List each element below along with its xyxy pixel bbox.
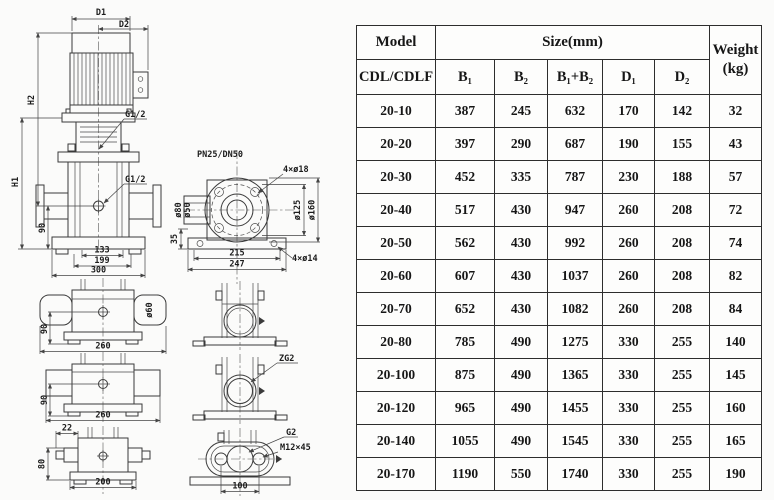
cell-b1b2: 687 (548, 128, 603, 161)
table-row (357, 458, 762, 491)
cell-b2: 245 (495, 95, 548, 128)
table-row (357, 194, 762, 227)
cell-weight: 84 (710, 293, 762, 326)
cell-b2: 430 (495, 194, 548, 227)
cell-d1: 330 (603, 425, 655, 458)
label-dia125: ø125 (293, 199, 303, 221)
cell-b1b2: 1545 (548, 425, 603, 458)
cell-d2: 255 (655, 359, 710, 392)
cell-b1b2: 1455 (548, 392, 603, 425)
cell-b1b2: 787 (548, 161, 603, 194)
cell-d1: 260 (603, 227, 655, 260)
cell-d2: 188 (655, 161, 710, 194)
cell-d1: 190 (603, 128, 655, 161)
dim-label-260-sv2: 260 (95, 410, 111, 421)
cell-b1b2: 947 (548, 194, 603, 227)
cell-d1: 330 (603, 359, 655, 392)
dim-label-d1: D1 (95, 8, 107, 18)
cell-weight: 160 (710, 392, 762, 425)
header-model-series: CDL/CDLF (357, 60, 436, 95)
table-row (357, 227, 762, 260)
cell-d2: 208 (655, 194, 710, 227)
cell-b1: 397 (436, 128, 495, 161)
cell-model: 20-60 (357, 260, 436, 293)
cell-d2: 255 (655, 326, 710, 359)
cell-weight: 145 (710, 359, 762, 392)
cell-b1b2: 992 (548, 227, 603, 260)
cell-b2: 430 (495, 227, 548, 260)
header-size: Size(mm) (436, 26, 710, 60)
dim-label-260-sv1: 260 (95, 341, 111, 352)
cell-d2: 142 (655, 95, 710, 128)
cell-weight: 190 (710, 458, 762, 491)
cell-b2: 490 (495, 425, 548, 458)
cell-weight: 82 (710, 260, 762, 293)
table-row (357, 326, 762, 359)
cell-b1: 387 (436, 95, 495, 128)
dim-label-200: 200 (95, 477, 111, 488)
flange-title: PN25/DN50 (196, 150, 244, 160)
label-4xd14: 4×ø14 (292, 254, 318, 264)
dim-label-90-front: 90 (38, 222, 48, 234)
dim-label-80: 80 (37, 458, 48, 470)
label-dia60: ø60 (145, 302, 155, 318)
cell-weight: 74 (710, 227, 762, 260)
cell-b1: 1190 (436, 458, 495, 491)
cell-b1b2: 1037 (548, 260, 603, 293)
header-col-d1: D₁ (603, 60, 655, 95)
cell-d1: 230 (603, 161, 655, 194)
dim-label-h1: H1 (11, 176, 21, 188)
cell-b1: 607 (436, 260, 495, 293)
cell-b2: 490 (495, 326, 548, 359)
cell-d1: 260 (603, 194, 655, 227)
cell-b1: 1055 (436, 425, 495, 458)
dim-label-90-sv1: 90 (40, 323, 50, 335)
cell-d2: 255 (655, 425, 710, 458)
label-m12x45: M12×45 (280, 443, 311, 453)
cell-weight: 140 (710, 326, 762, 359)
table-row (357, 161, 762, 194)
header-model: Model (357, 26, 436, 60)
header-weight (710, 26, 762, 95)
port-view-b (193, 354, 298, 424)
cell-model: 20-70 (357, 293, 436, 326)
label-4xd18: 4×ø18 (283, 165, 309, 175)
cell-d2: 155 (655, 128, 710, 161)
cell-weight: 43 (710, 128, 762, 161)
port-label-g12-top: G1/2 (125, 110, 146, 120)
dim-label-300: 300 (90, 265, 107, 276)
table-row (357, 128, 762, 161)
table-row (357, 425, 762, 458)
port-view-c (190, 428, 311, 496)
table-row (357, 392, 762, 425)
table-row (357, 359, 762, 392)
label-dia80: ø80 (174, 202, 184, 218)
port-view-a (193, 281, 287, 350)
dim-label-22: 22 (61, 423, 73, 434)
header-col-b1b2: B₁+B₂ (548, 60, 603, 95)
header-col-b1: B₁ (436, 60, 495, 95)
cell-d1: 330 (603, 326, 655, 359)
table-row (357, 95, 762, 128)
side-view-3 (38, 424, 151, 495)
cell-model: 20-80 (357, 326, 436, 359)
cell-d2: 255 (655, 392, 710, 425)
cell-model: 20-40 (357, 194, 436, 227)
side-view-2 (40, 352, 160, 423)
cell-d1: 330 (603, 458, 655, 491)
cell-d1: 170 (603, 95, 655, 128)
header-col-b2: B₂ (495, 60, 548, 95)
label-zg2: ZG2 (279, 354, 295, 364)
dim-label-35: 35 (170, 233, 180, 245)
pump-dimension-drawing (0, 0, 355, 500)
cell-b1b2: 1275 (548, 326, 603, 359)
header-weight-unit: (kg) (722, 61, 749, 77)
cell-b2: 550 (495, 458, 548, 491)
side-view-1 (40, 278, 166, 354)
cell-b2: 290 (495, 128, 548, 161)
port-label-g12-mid: G1/2 (125, 175, 146, 185)
cell-b1: 875 (436, 359, 495, 392)
cell-d1: 260 (603, 260, 655, 293)
cell-d1: 260 (603, 293, 655, 326)
size-weight-table (356, 25, 762, 491)
cell-b1: 562 (436, 227, 495, 260)
cell-model: 20-170 (357, 458, 436, 491)
dim-label-133: 133 (94, 245, 110, 256)
cell-b1b2: 1082 (548, 293, 603, 326)
cell-b1: 452 (436, 161, 495, 194)
table-row (357, 293, 762, 326)
cell-b1: 785 (436, 326, 495, 359)
cell-b2: 430 (495, 260, 548, 293)
header-weight-label: Weight (712, 42, 759, 59)
cell-b1b2: 1365 (548, 359, 603, 392)
cell-model: 20-120 (357, 392, 436, 425)
dim-label-h2: H2 (27, 94, 37, 106)
cell-weight: 57 (710, 161, 762, 194)
cell-b2: 490 (495, 392, 548, 425)
cell-d2: 255 (655, 458, 710, 491)
cell-d1: 330 (603, 392, 655, 425)
cell-b2: 490 (495, 359, 548, 392)
cell-d2: 208 (655, 293, 710, 326)
dim-label-215: 215 (229, 248, 245, 259)
header-col-d2: D₂ (655, 60, 710, 95)
label-dia50: ø50 (183, 202, 193, 218)
cell-model: 20-10 (357, 95, 436, 128)
dim-label-100: 100 (232, 481, 248, 492)
cell-model: 20-50 (357, 227, 436, 260)
cell-b1: 965 (436, 392, 495, 425)
cell-b1: 652 (436, 293, 495, 326)
cell-b1: 517 (436, 194, 495, 227)
cell-b2: 430 (495, 293, 548, 326)
flange-top-view (170, 150, 320, 284)
cell-d2: 208 (655, 260, 710, 293)
dim-label-199: 199 (94, 256, 110, 266)
cell-weight: 72 (710, 194, 762, 227)
dim-label-247: 247 (229, 259, 245, 270)
cell-weight: 32 (710, 95, 762, 128)
cell-weight: 165 (710, 425, 762, 458)
front-view (11, 8, 161, 278)
dim-label-d2: D2 (118, 20, 130, 30)
cell-model: 20-100 (357, 359, 436, 392)
cell-b1b2: 1740 (548, 458, 603, 491)
cell-model: 20-30 (357, 161, 436, 194)
cell-model: 20-20 (357, 128, 436, 161)
cell-b2: 335 (495, 161, 548, 194)
label-g2: G2 (286, 428, 297, 438)
cell-d2: 208 (655, 227, 710, 260)
cell-model: 20-140 (357, 425, 436, 458)
table-row (357, 260, 762, 293)
cell-b1b2: 632 (548, 95, 603, 128)
dim-label-90-sv2: 90 (40, 394, 50, 406)
label-dia160: ø160 (307, 199, 318, 221)
